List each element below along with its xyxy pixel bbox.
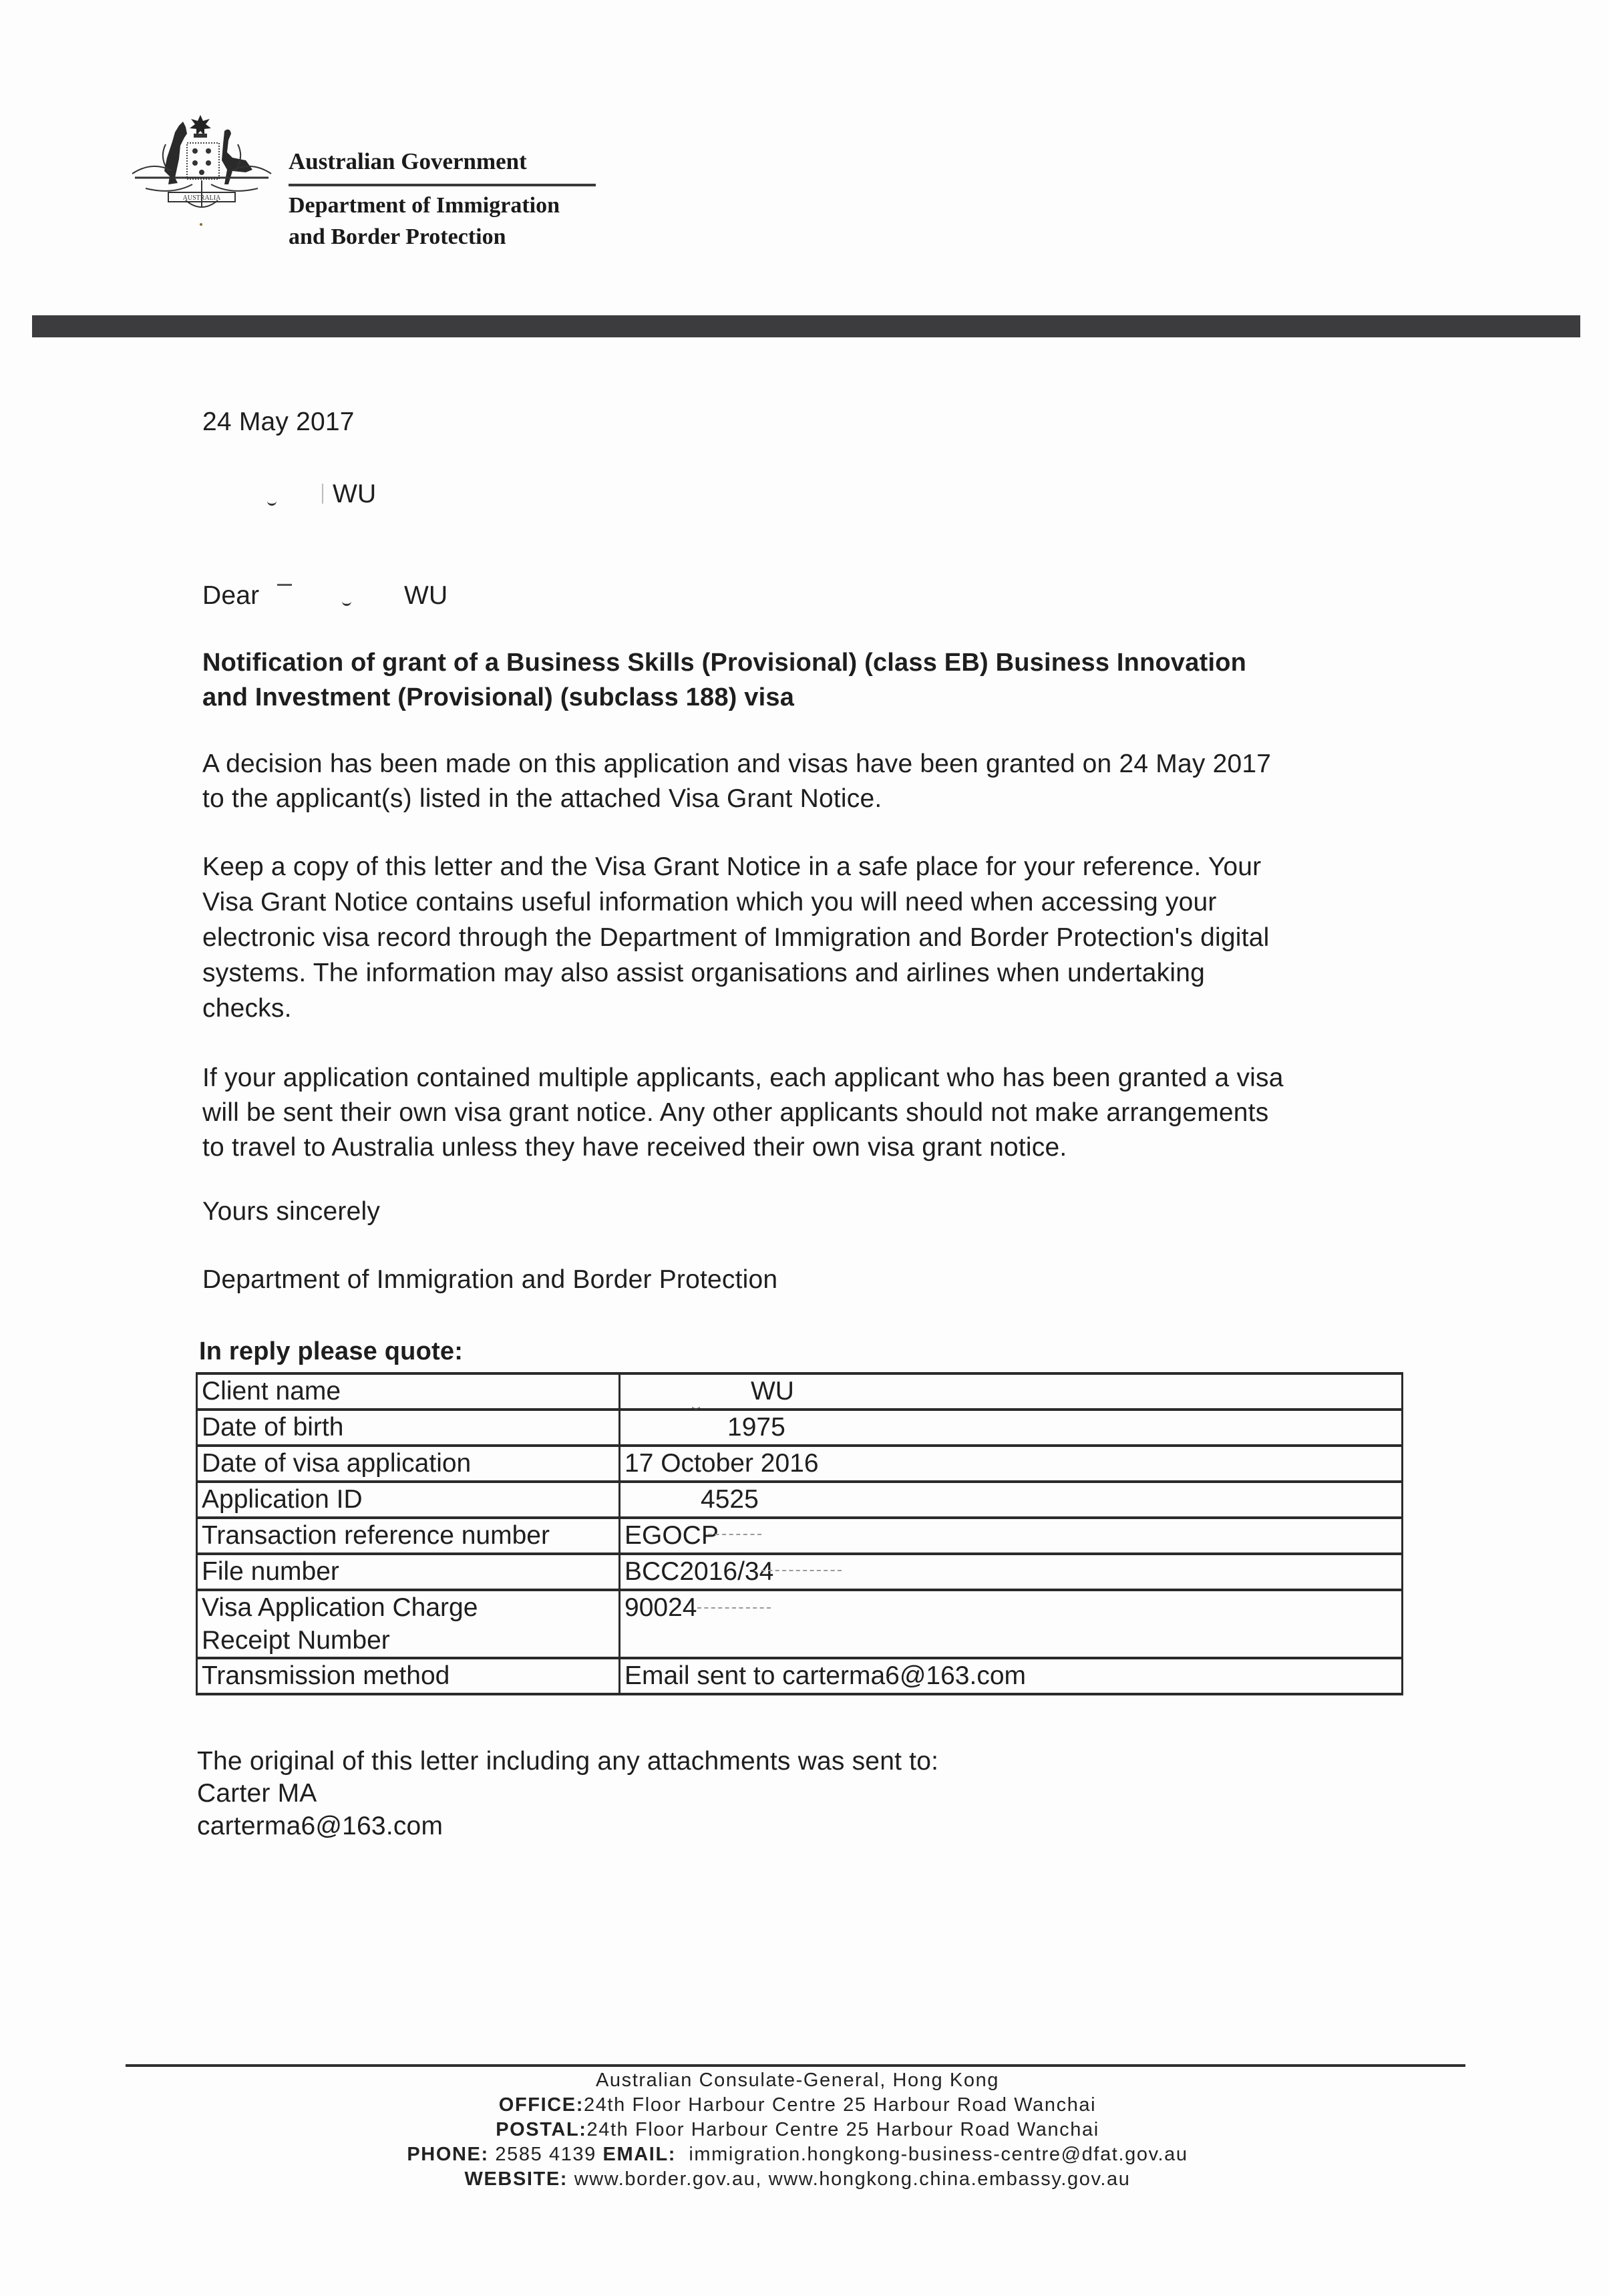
redacted-name-fragment [277,584,292,586]
row-label-line: Receipt Number [202,1626,390,1655]
row-value: 17 October 2016 [620,1446,1403,1482]
subject-line-1: Notification of grant of a Business Skills (Provisional) (class EB) Business Innovation [202,649,1247,677]
coat-of-arms-icon [126,114,278,227]
row-value [620,1410,1403,1446]
row-value: BCC2016/34 [620,1554,1403,1590]
table-row [197,1590,1403,1658]
redaction-edge [697,1607,771,1610]
footer-website-label: WEBSITE: [464,2168,568,2190]
table-row [197,1518,1403,1554]
row-label: File number [197,1554,620,1590]
footer-postal-address: 24th Floor Harbour Centre 25 Harbour Road Wanchai [586,2119,1099,2140]
footer-contact [126,2144,1469,2166]
row-value: 90024 [620,1590,1403,1658]
paragraph-line: electronic visa record through the Department of Immigration and Border Protection's digital [202,923,1270,952]
emu [222,130,252,184]
sent-to-name: Carter MA [197,1779,317,1808]
header-rule [289,184,596,186]
footer-office-name: Australian Consulate-General, Hong Kong [595,2070,1000,2091]
footer-postal [126,2119,1469,2141]
row-value: EGOCP [620,1518,1403,1554]
footer-website-links[interactable]: www.border.gov.au, www.hongkong.china.embassy.gov.au [568,2168,1131,2190]
salutation: Dear [202,581,260,610]
date-of-birth-value: 1975 [727,1413,785,1442]
row-value [620,1373,1403,1410]
paragraph-line: A decision has been made on this application and visas have been granted on 24 May 2017 [202,750,1272,778]
redaction-edge [322,484,323,504]
redaction-edge [708,1534,761,1536]
row-label: Client name [197,1373,620,1410]
footer-office-address: 24th Floor Harbour Centre 25 Harbour Road Wanchai [583,2094,1097,2116]
row-value [620,1482,1403,1518]
paragraph-line: to the applicant(s) listed in the attached Visa Grant Notice. [202,784,882,813]
client-name-value: WU [751,1377,794,1406]
redaction-edge [761,1570,842,1573]
table-row [197,1446,1403,1482]
government-name: Australian Government [289,148,527,174]
footer-phone-label: PHONE: [407,2144,489,2165]
footer-rule [126,2064,1465,2067]
row-label: Date of birth [197,1410,620,1446]
reply-heading: In reply please quote: [199,1337,464,1365]
table-row [197,1410,1403,1446]
sent-to-email: carterma6@163.com [197,1812,443,1840]
crest-motto: AUSTRALIA [182,194,221,202]
paragraph-line: If your application contained multiple applicants, each applicant who has been granted a visa [202,1063,1284,1092]
letter-date: 24 May 2017 [202,407,355,436]
row-label: Transmission method [197,1658,620,1694]
subject-line-2: and Investment (Provisional) (subclass 188) visa [202,683,795,711]
row-label: Date of visa application [197,1446,620,1482]
table-row [197,1373,1403,1410]
header-band [32,315,1580,337]
signatory: Department of Immigration and Border Protection [202,1265,778,1294]
sent-to-intro: The original of this letter including any attachments was sent to: [197,1747,939,1776]
addressee-name: WU [333,480,377,508]
paragraph-line: systems. The information may also assist organisations and airlines when undertaking [202,959,1205,987]
footer-office [126,2094,1469,2116]
redacted-name-fragment [342,600,351,606]
table-row [197,1658,1403,1694]
closing: Yours sincerely [202,1197,381,1226]
footer-email-label: EMAIL: [602,2144,677,2165]
paragraph-line: to travel to Australia unless they have received their own visa grant notice. [202,1133,1067,1162]
footer-postal-label: POSTAL: [496,2119,587,2140]
salutation-surname: WU [404,581,448,610]
footer-phone: 2585 4139 [488,2144,603,2165]
table-row [197,1482,1403,1518]
row-label: Transaction reference number [197,1518,620,1554]
reply-quote-table [196,1372,1403,1695]
footer-website [126,2168,1469,2190]
department-name-line2: and Border Protection [289,224,506,249]
footer-office-label: OFFICE: [498,2094,584,2116]
row-value: Email sent to carterma6@163.com [620,1658,1403,1694]
paragraph-line: checks. [202,994,292,1023]
commonwealth-star [190,115,211,136]
row-label-line: Visa Application Charge [202,1593,478,1622]
kangaroo [164,122,187,184]
application-id-value: 4525 [701,1485,759,1514]
paragraph-line: Keep a copy of this letter and the Visa Grant Notice in a safe place for your reference. Your [202,852,1262,881]
paragraph-line: will be sent their own visa grant notice. Any other applicants should not make arrangements [202,1098,1269,1127]
paragraph-line: Visa Grant Notice contains useful information which you will need when accessing your [202,888,1217,917]
redacted-name-fragment [267,500,277,506]
footer-email-link[interactable]: immigration.hongkong-business-centre@dfat.gov.au [676,2144,1188,2165]
row-label [197,1590,620,1658]
department-name-line1: Department of Immigration [289,193,560,218]
row-label: Application ID [197,1482,620,1518]
